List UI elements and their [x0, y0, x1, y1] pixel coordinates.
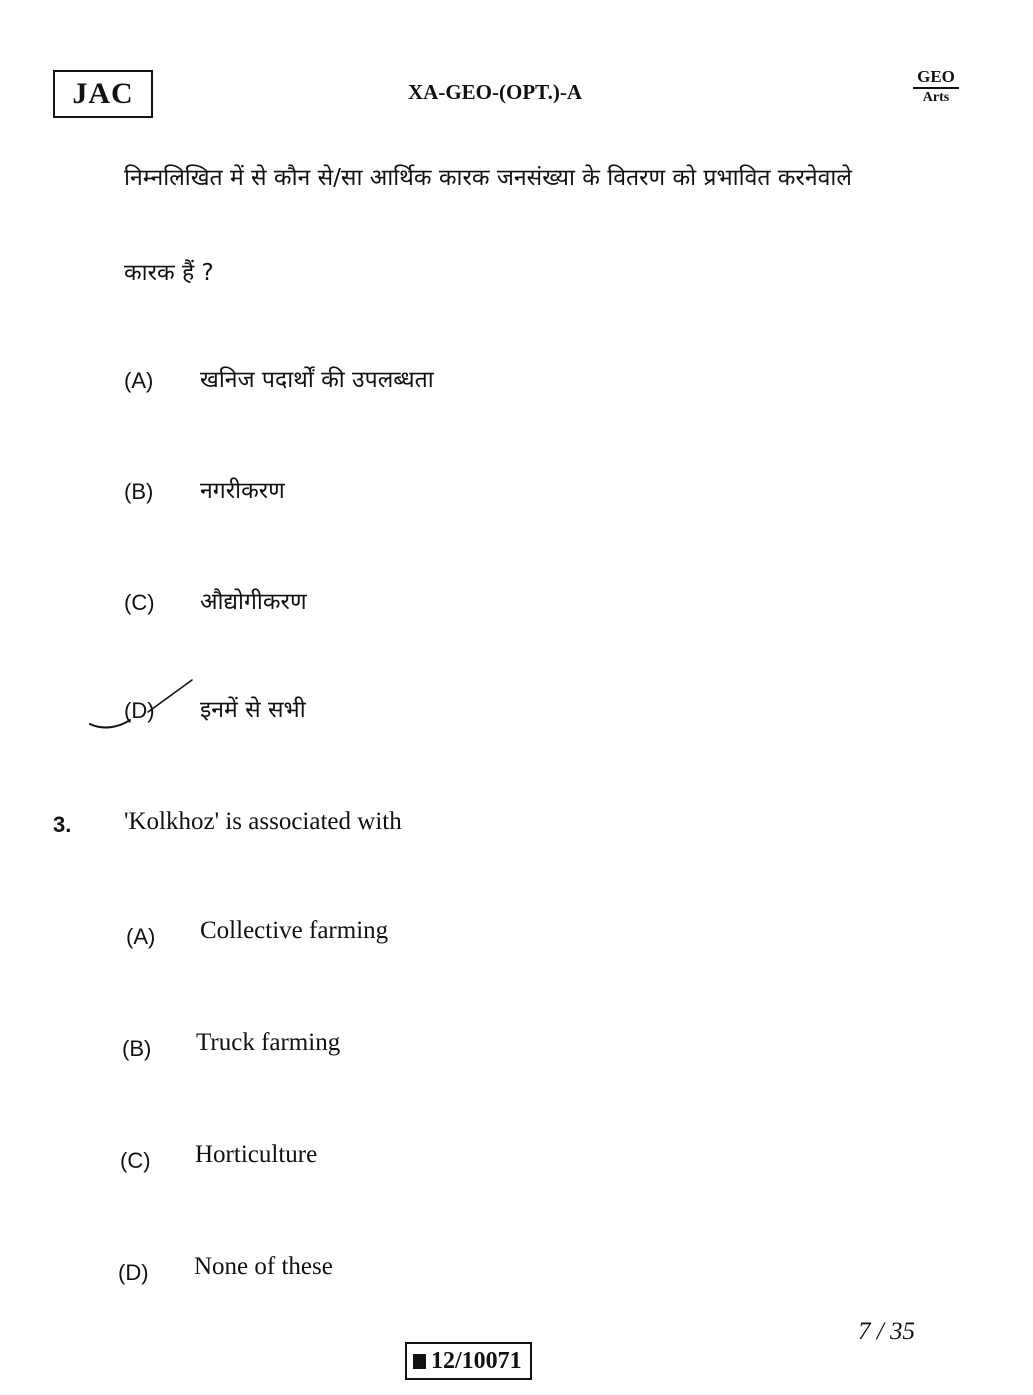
tick-mark-icon [88, 676, 198, 736]
q3-option-c-text: Horticulture [195, 1141, 318, 1168]
subject-bottom: Arts [922, 90, 950, 105]
question-3-text: 'Kolkhoz' is associated with [124, 808, 402, 835]
square-bullet-icon [413, 1354, 426, 1369]
paper-code: XA-GEO-(OPT.)-A [408, 80, 582, 104]
question-hindi-line-2: कारक हैं ? [124, 260, 214, 286]
option-d-text: इनमें से सभी [200, 697, 306, 723]
question-number: 3. [53, 812, 72, 837]
option-b-text: नगरीकरण [200, 478, 285, 504]
q3-option-b-label: (B) [122, 1036, 152, 1061]
q3-option-d-label: (D) [118, 1260, 149, 1285]
paper-serial-code [405, 1342, 532, 1380]
paper-serial-text: 12/10071 [431, 1348, 522, 1374]
option-b-label: (B) [124, 479, 154, 504]
subject-label [913, 68, 959, 107]
q3-option-a-text: Collective farming [200, 917, 389, 944]
option-c-text: औद्योगीकरण [200, 589, 307, 615]
option-c-label: (C) [124, 590, 155, 615]
board-logo: JAC [53, 70, 153, 118]
page-number: 7 / 35 [858, 1318, 915, 1345]
q3-option-a-label: (A) [126, 924, 156, 949]
q3-option-c-label: (C) [120, 1148, 151, 1173]
option-a-text: खनिज पदार्थों की उपलब्धता [200, 367, 434, 393]
question-hindi-line-1: निम्नलिखित में से कौन से/सा आर्थिक कारक जनसंख्या के वितरण को प्रभावित करनेवाले [124, 165, 852, 191]
q3-option-d-text: None of these [194, 1253, 333, 1280]
option-a-label: (A) [124, 368, 154, 393]
q3-option-b-text: Truck farming [196, 1029, 341, 1056]
subject-top: GEO [913, 68, 959, 89]
option-d-label: (D) [124, 698, 155, 723]
